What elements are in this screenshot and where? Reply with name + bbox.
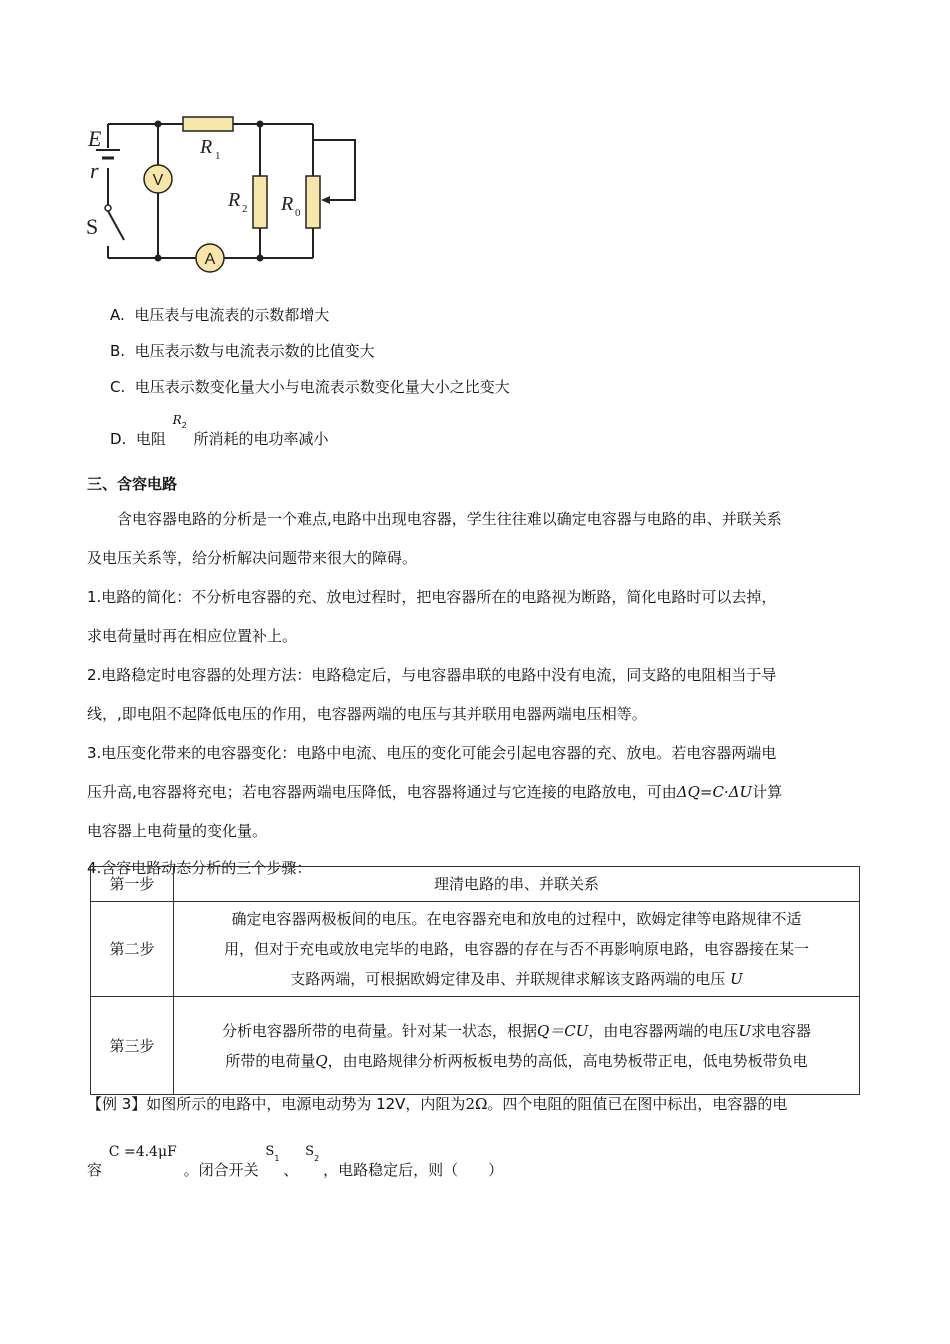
example-text: 。四个电阻的阻值已在图中标出，电容器的电 (487, 1095, 788, 1113)
switch-s2: S (305, 1144, 315, 1159)
emf-label: E (88, 126, 102, 151)
step-label: 第二步 (91, 902, 174, 997)
option-text: 电压表示数与电流表示数的比值变大 (134, 342, 375, 360)
option-text-pre: 电阻 (135, 430, 166, 448)
switch-s2-sub: 2 (314, 1154, 320, 1163)
table-row (91, 997, 860, 1095)
p3-line-2 (87, 773, 863, 812)
option-letter: C. (110, 378, 126, 396)
option-letter: D. (110, 430, 127, 448)
p4: 4.含容电路动态分析的三个步骤： (87, 859, 312, 877)
p3-line-3: 电容器上电荷量的变化量。 (87, 822, 268, 840)
p2-line-2: 线，,即电阻不起降低电压的作用，电容器两端的电压与其并联用电器两端电压相等。 (87, 705, 647, 723)
r2-label: R (228, 189, 241, 211)
option-text: 电压表示数变化量大小与电流表示数变化量大小之比变大 (134, 378, 510, 396)
table-row (91, 902, 860, 997)
resistor-r2 (253, 176, 267, 228)
switch-label: S (86, 214, 99, 239)
steps-table (90, 866, 860, 1095)
example-text: 。闭合开关 (183, 1161, 259, 1179)
r0-label: R (281, 193, 294, 215)
step-content: 理清电路的串、并联关系 (174, 867, 860, 902)
r2-symbol: R (172, 413, 182, 427)
example-text: 【例 3】如图所示的电路中，电源电动势为 12V，内阻为 (87, 1095, 466, 1113)
option-text-post: 所消耗的电功率减小 (193, 430, 329, 448)
p3-formula: ΔQ=C·ΔU (676, 783, 753, 801)
step-text: 分析电容器所带的电荷量。针对某一状态，根据 (221, 1021, 537, 1040)
capacitance-value: C =4.4μF (108, 1144, 177, 1160)
step-content (174, 997, 860, 1095)
table-row (91, 867, 860, 902)
step-content-line: 确定电容器两极板间的电压。在电容器充电和放电的过程中，欧姆定律等电路规律不适 (231, 910, 802, 928)
option-letter: B. (110, 342, 126, 360)
r1-label: R (200, 136, 213, 158)
step-text: 求电容器 (751, 1021, 812, 1040)
step-label: 第一步 (91, 867, 174, 902)
section-heading: 三、含容电路 (87, 475, 178, 493)
charge-symbol: Q (315, 1051, 328, 1070)
step-content-line: 支路两端，可根据欧姆定律及串、并联规律求解该支路两端的电压 (290, 970, 726, 988)
omega-value: 2Ω (465, 1095, 488, 1113)
step-text: 所带的电荷量 (225, 1051, 316, 1070)
separator: 、 (283, 1161, 299, 1179)
r2-sub: 2 (242, 203, 248, 215)
step-content-line: 用，但对于充电或放电完毕的电路，电容器的存在与否不再影响原电路，电容器接在某一 (223, 940, 809, 958)
p3-line-1: 3.电压变化带来的电容器变化：电路中电流、电压的变化可能会引起电容器的充、放电。若电容器两端电 (87, 744, 777, 762)
voltage-symbol: U (738, 1021, 752, 1040)
rheostat-r0 (306, 176, 320, 228)
ammeter-label: A (204, 251, 216, 268)
circuit-diagram (78, 108, 378, 280)
example-line-2 (87, 1144, 504, 1181)
step-text: ，由电容器两端的电压 (588, 1021, 739, 1040)
option-c[interactable] (110, 377, 510, 397)
example-text: 容 (87, 1161, 103, 1179)
intro-line-1: 含电容器电路的分析是一个难点,电路中出现电容器，学生往往难以确定电容器与电路的串、并联关系 (117, 510, 782, 528)
step-text: ，由电路规律分析两板板电势的高低，高电势板带正电，低电势板带负电 (327, 1051, 808, 1070)
r1-sub: 1 (215, 150, 221, 162)
internal-r-label: r (90, 158, 99, 183)
p3-line-2-pre: 压升高,电容器将充电；若电容器两端电压降低，电容器将通过与它连接的电路放电，可由 (87, 783, 677, 801)
option-text: 电压表与电流表的示数都增大 (134, 306, 330, 324)
intro-line-2: 及电压关系等，给分析解决问题带来很大的障碍。 (87, 549, 418, 567)
option-d[interactable] (110, 413, 329, 449)
p1-line-1: 1.电路的简化：不分析电容器的充、放电过程时，把电容器所在的电路视为断路，简化电路时可以去掉， (87, 588, 777, 606)
step-label: 第三步 (91, 997, 174, 1095)
p3-line-2-post: 计算 (752, 783, 783, 801)
voltage-symbol: U (730, 970, 743, 988)
p2-line-1: 2.电路稳定时电容器的处理方法：电路稳定后，与电容器串联的电路中没有电流，同支路的电阻相当于导 (87, 666, 777, 684)
section-body (87, 500, 863, 879)
example-line-1 (87, 1093, 787, 1115)
r0-sub: 0 (295, 207, 301, 219)
option-b[interactable] (110, 341, 375, 361)
p1-line-2: 求电荷量时再在相应位置补上。 (87, 627, 298, 645)
switch-s1-sub: 1 (274, 1154, 280, 1163)
resistor-r1 (183, 117, 233, 131)
step-content (174, 902, 860, 997)
example-text: ，电路稳定后，则（ ） (323, 1161, 504, 1179)
switch-s1: S (265, 1144, 275, 1159)
option-letter: A. (110, 306, 125, 324)
option-a[interactable] (110, 305, 329, 325)
voltmeter-label: V (152, 172, 164, 189)
formula-q-cu: Q＝CU (536, 1021, 589, 1040)
r2-symbol-sub: 2 (181, 421, 187, 430)
